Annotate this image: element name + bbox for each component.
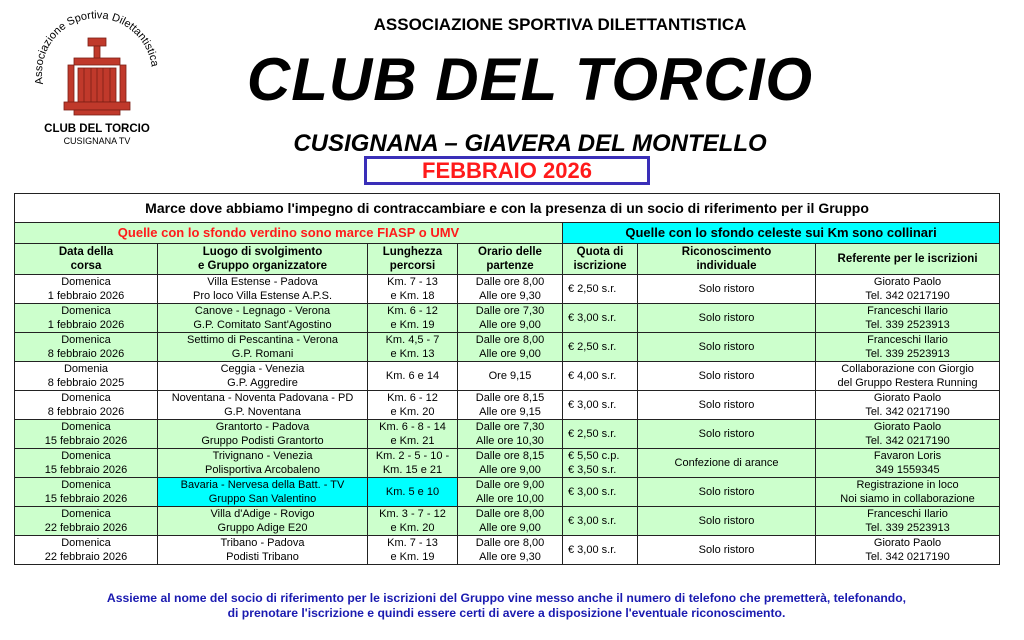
header-length-line-2: percorsi bbox=[389, 260, 436, 272]
place-cell-line-2: Podisti Tribano bbox=[226, 551, 299, 563]
place-cell bbox=[158, 420, 368, 449]
time-cell bbox=[458, 333, 563, 362]
length-cell bbox=[368, 304, 458, 333]
place-cell-line-1: Bavaria - Nervesa della Batt. - TV bbox=[180, 479, 345, 491]
header-place-line-2: e Gruppo organizzatore bbox=[197, 260, 328, 272]
contact-cell-line-1: Giorato Paolo bbox=[873, 421, 942, 433]
month-title: FEBBRAIO 2026 bbox=[364, 156, 650, 185]
contact-cell-line-1: Giorato Paolo bbox=[873, 392, 942, 404]
table-row bbox=[15, 420, 1000, 449]
date-cell-line-2: 8 febbraio 2025 bbox=[47, 377, 125, 389]
fee-cell-line-1: € 2,50 s.r. bbox=[568, 428, 617, 440]
date-cell-line-2: 15 febbraio 2026 bbox=[44, 464, 128, 476]
footer-note bbox=[14, 591, 999, 621]
header-fee bbox=[563, 244, 638, 275]
date-cell-line-1: Domenia bbox=[63, 363, 109, 375]
contact-cell-line-2: Tel. 342 0217190 bbox=[865, 290, 950, 302]
fee-cell bbox=[563, 362, 638, 391]
header-time bbox=[458, 244, 563, 275]
header-award-line-1: Riconoscimento bbox=[681, 246, 772, 258]
header-award bbox=[638, 244, 816, 275]
contact-cell bbox=[816, 420, 1000, 449]
fee-cell-line-1: € 3,00 s.r. bbox=[568, 544, 617, 556]
place-cell-line-1: Villa d'Adige - Rovigo bbox=[210, 508, 315, 520]
time-cell-line-2: Alle ore 9,00 bbox=[479, 319, 541, 331]
contact-cell bbox=[816, 507, 1000, 536]
award-cell: Confezione di arance bbox=[638, 449, 816, 478]
contact-cell-line-1: Registrazione in loco bbox=[856, 479, 959, 491]
length-cell-line-1: Km. 2 - 5 - 10 - bbox=[375, 450, 450, 462]
date-cell-line-2: 1 febbraio 2026 bbox=[47, 290, 125, 302]
date-cell-line-1: Domenica bbox=[61, 305, 111, 317]
fee-cell bbox=[563, 333, 638, 362]
length-cell bbox=[368, 420, 458, 449]
fee-cell bbox=[563, 478, 638, 507]
wine-press-icon bbox=[22, 10, 172, 150]
place-cell bbox=[158, 275, 368, 304]
table-row bbox=[15, 333, 1000, 362]
length-cell-line-1: Km. 6 - 8 - 14 bbox=[379, 421, 446, 433]
fee-cell-line-1: € 5,50 c.p. bbox=[568, 450, 620, 462]
length-cell-line-2: e Km. 19 bbox=[390, 319, 435, 331]
fee-cell-line-1: € 3,00 s.r. bbox=[568, 312, 617, 324]
time-cell-line-1: Ore 9,15 bbox=[488, 370, 532, 382]
fee-cell-line-2: € 3,50 s.r. bbox=[568, 464, 617, 476]
table-row bbox=[15, 507, 1000, 536]
time-cell-line-1: Dalle ore 8,00 bbox=[475, 334, 545, 346]
contact-cell-line-2: Tel. 342 0217190 bbox=[865, 551, 950, 563]
date-cell bbox=[15, 275, 158, 304]
place-cell-line-1: Canove - Legnago - Verona bbox=[194, 305, 331, 317]
date-cell-line-1: Domenica bbox=[61, 392, 111, 404]
length-cell-line-1: Km. 7 - 13 bbox=[387, 537, 438, 549]
place-cell bbox=[158, 304, 368, 333]
fee-cell-line-1: € 2,50 s.r. bbox=[568, 283, 617, 295]
logo-place: CUSIGNANA TV bbox=[63, 136, 131, 146]
place-cell bbox=[158, 391, 368, 420]
time-cell-line-2: Alle ore 9,00 bbox=[479, 522, 541, 534]
time-cell-line-2: Alle ore 9,30 bbox=[479, 551, 541, 563]
fee-cell-line-1: € 3,00 s.r. bbox=[568, 399, 617, 411]
footer-line-2: di prenotare l'iscrizione e quindi essere certi di avere a disposizione l'eventuale riconoscimento. bbox=[227, 606, 786, 620]
place-cell bbox=[158, 478, 368, 507]
place-cell-line-1: Settimo di Pescantina - Verona bbox=[186, 334, 339, 346]
date-cell-line-1: Domenica bbox=[61, 479, 111, 491]
header-time-line-2: partenze bbox=[486, 260, 534, 272]
contact-cell bbox=[816, 333, 1000, 362]
time-cell-line-2: Alle ore 9,00 bbox=[479, 464, 541, 476]
place-cell-line-2: Pro loco Villa Estense A.P.S. bbox=[192, 290, 332, 302]
time-cell-line-1: Dalle ore 8,15 bbox=[475, 392, 545, 404]
place-cell bbox=[158, 536, 368, 565]
place-cell-line-2: G.P. Noventana bbox=[224, 406, 301, 418]
table-intro: Marce dove abbiamo l'impegno di contraccambiare e con la presenza di un socio di riferimento per il Gruppo bbox=[15, 194, 1000, 223]
length-cell-line-2: e Km. 18 bbox=[390, 290, 435, 302]
length-cell-line-1: Km. 7 - 13 bbox=[387, 276, 438, 288]
place-cell-line-1: Noventana - Noventa Padovana - PD bbox=[171, 392, 354, 404]
fee-cell-line-1: € 4,00 s.r. bbox=[568, 370, 617, 382]
fee-cell bbox=[563, 449, 638, 478]
date-cell-line-1: Domenica bbox=[61, 276, 111, 288]
association-title: ASSOCIAZIONE SPORTIVA DILETTANTISTICA bbox=[373, 15, 747, 34]
time-cell bbox=[458, 449, 563, 478]
place-cell-line-2: G.P. Aggredire bbox=[227, 377, 298, 389]
time-cell-line-2: Alle ore 9,30 bbox=[479, 290, 541, 302]
length-cell bbox=[368, 536, 458, 565]
place-cell bbox=[158, 362, 368, 391]
date-cell-line-2: 15 febbraio 2026 bbox=[44, 435, 128, 447]
award-cell: Solo ristoro bbox=[638, 391, 816, 420]
time-cell-line-1: Dalle ore 7,30 bbox=[475, 421, 545, 433]
contact-cell-line-1: Giorato Paolo bbox=[873, 276, 942, 288]
date-cell-line-1: Domenica bbox=[61, 508, 111, 520]
fee-cell-line-1: € 2,50 s.r. bbox=[568, 341, 617, 353]
time-cell-line-1: Dalle ore 8,00 bbox=[475, 276, 545, 288]
fee-cell bbox=[563, 304, 638, 333]
header-place bbox=[158, 244, 368, 275]
place-cell-line-2: Gruppo Adige E20 bbox=[217, 522, 308, 534]
legend-cyan: Quelle con lo sfondo celeste sui Km sono collinari bbox=[563, 223, 1000, 244]
table-row bbox=[15, 304, 1000, 333]
time-cell-line-1: Dalle ore 8,15 bbox=[475, 450, 545, 462]
date-cell-line-1: Domenica bbox=[61, 421, 111, 433]
fee-cell bbox=[563, 536, 638, 565]
place-cell-line-2: Polisportiva Arcobaleno bbox=[205, 464, 320, 476]
contact-cell-line-2: 349 1559345 bbox=[875, 464, 940, 476]
table-row bbox=[15, 478, 1000, 507]
date-cell-line-2: 8 febbraio 2026 bbox=[47, 348, 125, 360]
club-title: CLUB DEL TORCIO bbox=[246, 46, 814, 113]
header-date-line-1: Data della bbox=[58, 246, 114, 258]
length-cell-line-1: Km. 6 - 12 bbox=[387, 305, 438, 317]
time-cell-line-1: Dalle ore 8,00 bbox=[475, 508, 545, 520]
fee-cell bbox=[563, 275, 638, 304]
time-cell-line-2: Alle ore 9,00 bbox=[479, 348, 541, 360]
table-row bbox=[15, 391, 1000, 420]
place-cell-line-2: Gruppo San Valentino bbox=[208, 493, 317, 505]
award-cell: Solo ristoro bbox=[638, 304, 816, 333]
contact-cell-line-1: Favaron Loris bbox=[873, 450, 942, 462]
date-cell-line-2: 1 febbraio 2026 bbox=[47, 319, 125, 331]
date-cell bbox=[15, 420, 158, 449]
date-cell-line-1: Domenica bbox=[61, 334, 111, 346]
contact-cell bbox=[816, 536, 1000, 565]
contact-cell bbox=[816, 362, 1000, 391]
time-cell bbox=[458, 420, 563, 449]
events-table bbox=[14, 193, 1000, 565]
fee-cell bbox=[563, 507, 638, 536]
time-cell-line-1: Dalle ore 9,00 bbox=[475, 479, 545, 491]
date-cell-line-2: 22 febbraio 2026 bbox=[44, 522, 128, 534]
contact-cell-line-2: Tel. 339 2523913 bbox=[865, 522, 950, 534]
length-cell-line-1: Km. 5 e 10 bbox=[385, 486, 440, 498]
time-cell-line-2: Alle ore 9,15 bbox=[479, 406, 541, 418]
contact-cell bbox=[816, 275, 1000, 304]
location-title: CUSIGNANA – GIAVERA DEL MONTELLO bbox=[293, 130, 767, 157]
place-cell-line-2: G.P. Romani bbox=[231, 348, 294, 360]
contact-cell-line-1: Franceschi Ilario bbox=[867, 334, 948, 346]
contact-cell-line-1: Franceschi Ilario bbox=[867, 305, 948, 317]
time-cell-line-1: Dalle ore 8,00 bbox=[475, 537, 545, 549]
contact-cell-line-2: Tel. 339 2523913 bbox=[865, 348, 950, 360]
length-cell-line-2: Km. 15 e 21 bbox=[382, 464, 443, 476]
time-cell-line-2: Alle ore 10,30 bbox=[476, 435, 544, 447]
contact-cell bbox=[816, 304, 1000, 333]
header-contact bbox=[816, 244, 1000, 275]
date-cell bbox=[15, 507, 158, 536]
length-cell-line-2: e Km. 13 bbox=[390, 348, 435, 360]
time-cell-line-1: Dalle ore 7,30 bbox=[475, 305, 545, 317]
length-cell-line-1: Km. 3 - 7 - 12 bbox=[379, 508, 446, 520]
award-cell: Solo ristoro bbox=[638, 333, 816, 362]
date-cell bbox=[15, 449, 158, 478]
contact-cell-line-2: del Gruppo Restera Running bbox=[837, 377, 978, 389]
contact-cell bbox=[816, 449, 1000, 478]
date-cell-line-2: 8 febbraio 2026 bbox=[47, 406, 125, 418]
length-cell bbox=[368, 449, 458, 478]
place-cell bbox=[158, 507, 368, 536]
contact-cell-line-2: Noi siamo in collaborazione bbox=[840, 493, 975, 505]
time-cell bbox=[458, 391, 563, 420]
contact-cell-line-1: Franceschi Ilario bbox=[867, 508, 948, 520]
length-cell-line-2: e Km. 20 bbox=[390, 406, 435, 418]
table-row bbox=[15, 362, 1000, 391]
contact-cell-line-1: Collaborazione con Giorgio bbox=[841, 363, 974, 375]
header-place-line-1: Luogo di svolgimento bbox=[202, 246, 323, 258]
time-cell bbox=[458, 478, 563, 507]
time-cell bbox=[458, 536, 563, 565]
fee-cell-line-1: € 3,00 s.r. bbox=[568, 486, 617, 498]
award-cell: Solo ristoro bbox=[638, 275, 816, 304]
logo-name: CLUB DEL TORCIO bbox=[44, 123, 150, 135]
length-cell bbox=[368, 362, 458, 391]
length-cell bbox=[368, 507, 458, 536]
contact-cell-line-2: Tel. 342 0217190 bbox=[865, 406, 950, 418]
date-cell bbox=[15, 304, 158, 333]
place-cell-line-1: Villa Estense - Padova bbox=[207, 276, 318, 288]
length-cell-line-2: e Km. 21 bbox=[390, 435, 435, 447]
date-cell bbox=[15, 536, 158, 565]
table-row bbox=[15, 449, 1000, 478]
contact-cell-line-2: Tel. 342 0217190 bbox=[865, 435, 950, 447]
length-cell-line-1: Km. 4,5 - 7 bbox=[385, 334, 440, 346]
time-cell bbox=[458, 362, 563, 391]
length-cell bbox=[368, 478, 458, 507]
header-time-line-1: Orario delle bbox=[478, 246, 542, 258]
time-cell bbox=[458, 304, 563, 333]
date-cell bbox=[15, 391, 158, 420]
club-logo bbox=[22, 10, 172, 150]
header-fee-line-1: Quota di bbox=[576, 246, 624, 258]
award-cell: Solo ristoro bbox=[638, 420, 816, 449]
time-cell bbox=[458, 507, 563, 536]
place-cell-line-2: Gruppo Podisti Grantorto bbox=[201, 435, 324, 447]
length-cell-line-2: e Km. 19 bbox=[390, 551, 435, 563]
time-cell bbox=[458, 275, 563, 304]
header-date-line-2: corsa bbox=[70, 260, 102, 272]
place-cell-line-1: Trivignano - Venezia bbox=[212, 450, 313, 462]
header-fee-line-2: iscrizione bbox=[573, 260, 627, 272]
award-cell: Solo ristoro bbox=[638, 536, 816, 565]
date-cell bbox=[15, 362, 158, 391]
place-cell-line-1: Tribano - Padova bbox=[220, 537, 305, 549]
fee-cell-line-1: € 3,00 s.r. bbox=[568, 515, 617, 527]
place-cell bbox=[158, 449, 368, 478]
logo-arc-text: Associazione Sportiva Dilettantistica bbox=[32, 10, 161, 86]
header-award-line-2: individuale bbox=[696, 260, 757, 272]
contact-cell-line-1: Giorato Paolo bbox=[873, 537, 942, 549]
header-length bbox=[368, 244, 458, 275]
place-cell bbox=[158, 333, 368, 362]
place-cell-line-1: Grantorto - Padova bbox=[215, 421, 310, 433]
header-length-line-1: Lunghezza bbox=[382, 246, 443, 258]
table-row bbox=[15, 536, 1000, 565]
award-cell: Solo ristoro bbox=[638, 362, 816, 391]
contact-cell bbox=[816, 478, 1000, 507]
header-contact-line-1: Referente per le iscrizioni bbox=[837, 253, 978, 265]
fee-cell bbox=[563, 420, 638, 449]
table-header-row bbox=[15, 244, 1000, 275]
table-row bbox=[15, 275, 1000, 304]
length-cell-line-1: Km. 6 e 14 bbox=[385, 370, 440, 382]
date-cell-line-1: Domenica bbox=[61, 450, 111, 462]
contact-cell bbox=[816, 391, 1000, 420]
place-cell-line-2: G.P. Comitato Sant'Agostino bbox=[193, 319, 332, 331]
date-cell bbox=[15, 478, 158, 507]
award-cell: Solo ristoro bbox=[638, 478, 816, 507]
time-cell-line-2: Alle ore 10,00 bbox=[476, 493, 544, 505]
date-cell bbox=[15, 333, 158, 362]
date-cell-line-2: 15 febbraio 2026 bbox=[44, 493, 128, 505]
header-date bbox=[15, 244, 158, 275]
award-cell: Solo ristoro bbox=[638, 507, 816, 536]
length-cell bbox=[368, 333, 458, 362]
length-cell-line-1: Km. 6 - 12 bbox=[387, 392, 438, 404]
date-cell-line-1: Domenica bbox=[61, 537, 111, 549]
length-cell-line-2: e Km. 20 bbox=[390, 522, 435, 534]
length-cell bbox=[368, 275, 458, 304]
length-cell bbox=[368, 391, 458, 420]
footer-line-1: Assieme al nome del socio di riferimento per le iscrizioni del Gruppo vine messo anche il numero di telefono che premetterà, telefonando, bbox=[106, 591, 907, 605]
fee-cell bbox=[563, 391, 638, 420]
date-cell-line-2: 22 febbraio 2026 bbox=[44, 551, 128, 563]
contact-cell-line-2: Tel. 339 2523913 bbox=[865, 319, 950, 331]
place-cell-line-1: Ceggia - Venezia bbox=[220, 363, 305, 375]
legend-green: Quelle con lo sfondo verdino sono marce FIASP o UMV bbox=[15, 223, 563, 244]
